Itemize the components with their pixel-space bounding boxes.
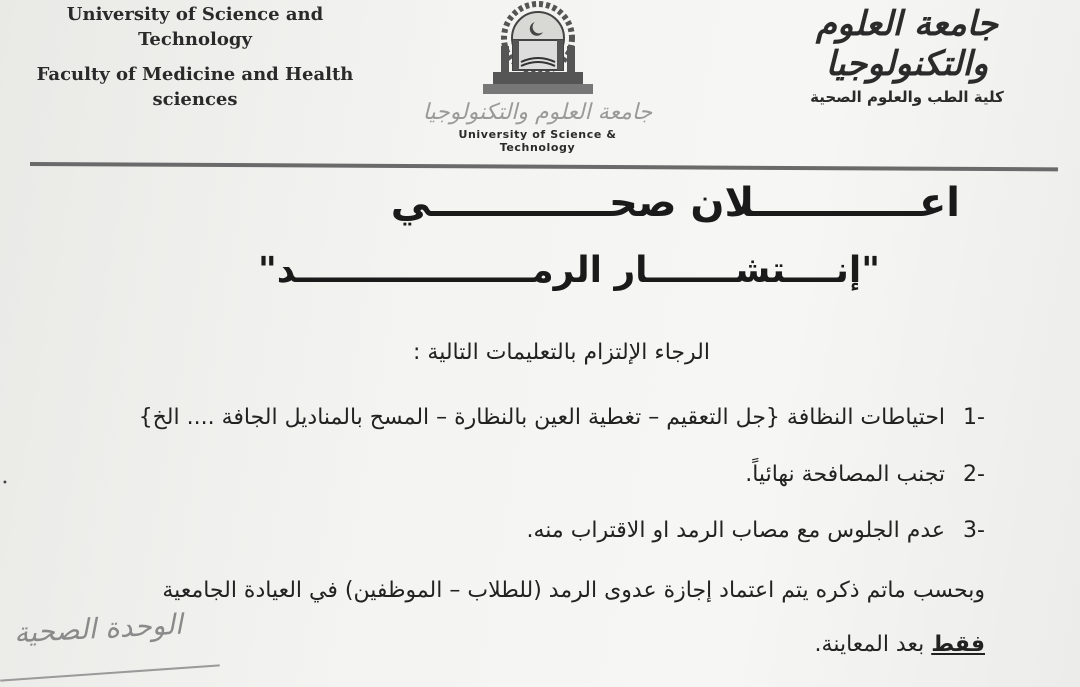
en-faculty-line1: Faculty of Medicine and Health	[36, 64, 354, 85]
logo-english-name: University of Science & Technology	[458, 128, 617, 154]
handwritten-signature: الوحدة الصحية	[13, 607, 184, 650]
header-divider	[30, 162, 1058, 171]
university-emblem-icon	[473, 0, 603, 100]
item-text: تجنب المصافحة نهائياً.	[745, 462, 946, 487]
item-number: -2	[963, 462, 985, 487]
logo-arabic-name: جامعة العلوم والتكنولوجيا	[422, 100, 653, 125]
university-logo	[420, 0, 655, 160]
item-number: -3	[963, 518, 985, 543]
list-item	[745, 462, 985, 487]
list-item	[526, 518, 985, 543]
en-faculty-line2: sciences	[152, 89, 238, 110]
en-university-line1: University of Science and	[66, 4, 324, 25]
arabic-header	[762, 4, 1052, 106]
item-text: احتياطات النظافة {جل التعقيم – تغطية العين بالنظارة – المسح بالمناديل الجافة .... الخ}	[138, 405, 946, 430]
closing-paragraph: وبحسب ماتم ذكره يتم اعتماد إجازة عدوى الرمد (للطلاب – الموظفين) في العيادة الجامعية	[162, 578, 985, 603]
announcement-subtitle: "إنــــتشـــــــار الرمـــــــــــــــــــد"	[258, 250, 880, 291]
ar-university-name: جامعة العلوم والتكنولوجيا	[815, 4, 999, 84]
closing-paragraph-end	[815, 632, 985, 657]
emphasis-only: فقط	[931, 632, 985, 657]
instructions-intro: الرجاء الإلتزام بالتعليمات التالية :	[413, 340, 710, 365]
ar-faculty-name: كلية الطب والعلوم الصحية	[810, 88, 1004, 106]
item-number: -1	[963, 405, 985, 430]
signature-underline	[0, 664, 220, 681]
closing-text: بعد المعاينة.	[814, 632, 932, 657]
announcement-title: اعــــــــــــلان صحـــــــــــــي	[390, 180, 960, 226]
en-university-line2: Technology	[138, 29, 252, 50]
english-header	[30, 2, 360, 112]
item-text: عدم الجلوس مع مصاب الرمد او الاقتراب منه.	[526, 518, 946, 543]
list-item	[139, 405, 985, 430]
margin-mark: •	[2, 478, 8, 489]
